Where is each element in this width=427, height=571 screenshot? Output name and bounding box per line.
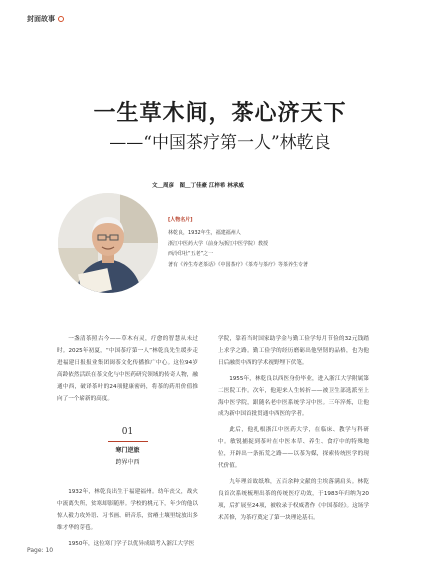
profile-heading: [人物名片] — [168, 217, 193, 223]
article-subtitle: ——“中国茶疗第一人”林乾良 — [109, 133, 331, 153]
page-number: Page: 10 — [27, 547, 54, 554]
circle-icon — [58, 16, 64, 22]
body-paragraph: 此后，他扎根浙江中医药大学，在临床、教学与科研中。敏锐捕捉到茶叶在中医本草、养生、食疗中的特殊地位，开辟出一条拓荒之路——以茶为媒，探索传统医学的现代价值。 — [218, 427, 369, 470]
byline: 文＿周彦 图＿丁佳豪 江梓希 林承威 — [152, 183, 244, 189]
body-paragraph: 1932年，林乾良出生于福建福州。幼年丧父，战火中流离失所，贫寒却影随形。学校的桃元下，年少的他以惊人毅力攻外语、习书画、研音乐，贫瘠土壤里绽放出多维才华的芽苞。 — [57, 489, 198, 531]
profile-line: 西泠印社“五老”之一 — [168, 251, 214, 258]
chapter-number: 01 — [121, 427, 134, 438]
profile-card — [168, 215, 308, 271]
chapter-title: 寒门逆旅 — [115, 447, 140, 455]
chapter-heading — [57, 427, 198, 469]
intro-paragraph: 一盏清茶照古今——草木有灵，疗愈的智慧从未过时。2025年初夏，“中国茶疗第一人”林乾良先生缓步走进福建日报报业集团闽茶文化传播推广中心。这位94岁高龄依然活跃在茶文化与中医药研究领域的传奇人物，融通中西，破译茶叶的24项健康密码，将茶的药用价值推向了一个崭新的高度。 — [57, 336, 198, 402]
body-paragraph: 1950年，这位寒门学子以优异成绩考入浙江大学医 — [68, 540, 195, 547]
portrait-illustration — [58, 193, 158, 293]
article-title: 一生草木间，茶心济天下 — [93, 100, 347, 126]
chapter-subtitle: 跨界中西 — [115, 459, 140, 467]
body-paragraph: 学院，靠着当时国家助学金与勤工俭学每月节俭的32元钱踏上求学之路。勤工俭学的经历磨砺出他坚韧的品格，也为他日后融贯中西的学术视野埋下伏笔。 — [218, 336, 369, 366]
profile-line: 浙江中医药大学（前身为浙江中医学院）教授 — [168, 240, 269, 247]
section-tag — [27, 14, 64, 24]
body-paragraph: 1955年，林乾良以西医身份毕业，进入浙江大学附属第二医院工作。次年，他迎来人生转折——被卫生部选派至上海中医学院，跟随名老中医系统学习中医。三年淬炼，让他成为新中国首批贯通中西医的学者。 — [218, 375, 369, 418]
chapter-divider — [108, 441, 148, 442]
profile-line: 林乾良，1932年生，福建福州人 — [168, 229, 241, 236]
right-column — [218, 334, 369, 529]
section-label: 封面故事 — [27, 15, 55, 23]
profile-line: 著有《养生寿老茶话》《中国茶疗》《茶寿与茶疗》等茶养生专著 — [168, 262, 309, 269]
portrait-photo — [58, 193, 158, 293]
left-column — [57, 334, 198, 555]
body-paragraph: 九年理首故纸堆，五百余种文献的尘埃落满肩头。林乾良首次系统梳理出茶的传统医疗功效，于1983年归纳为20项，后扩展至24项，被收录于权威著作《中国茶经》。这场学术苦修，为茶疗奠定了第一块理论基石。 — [218, 478, 369, 521]
